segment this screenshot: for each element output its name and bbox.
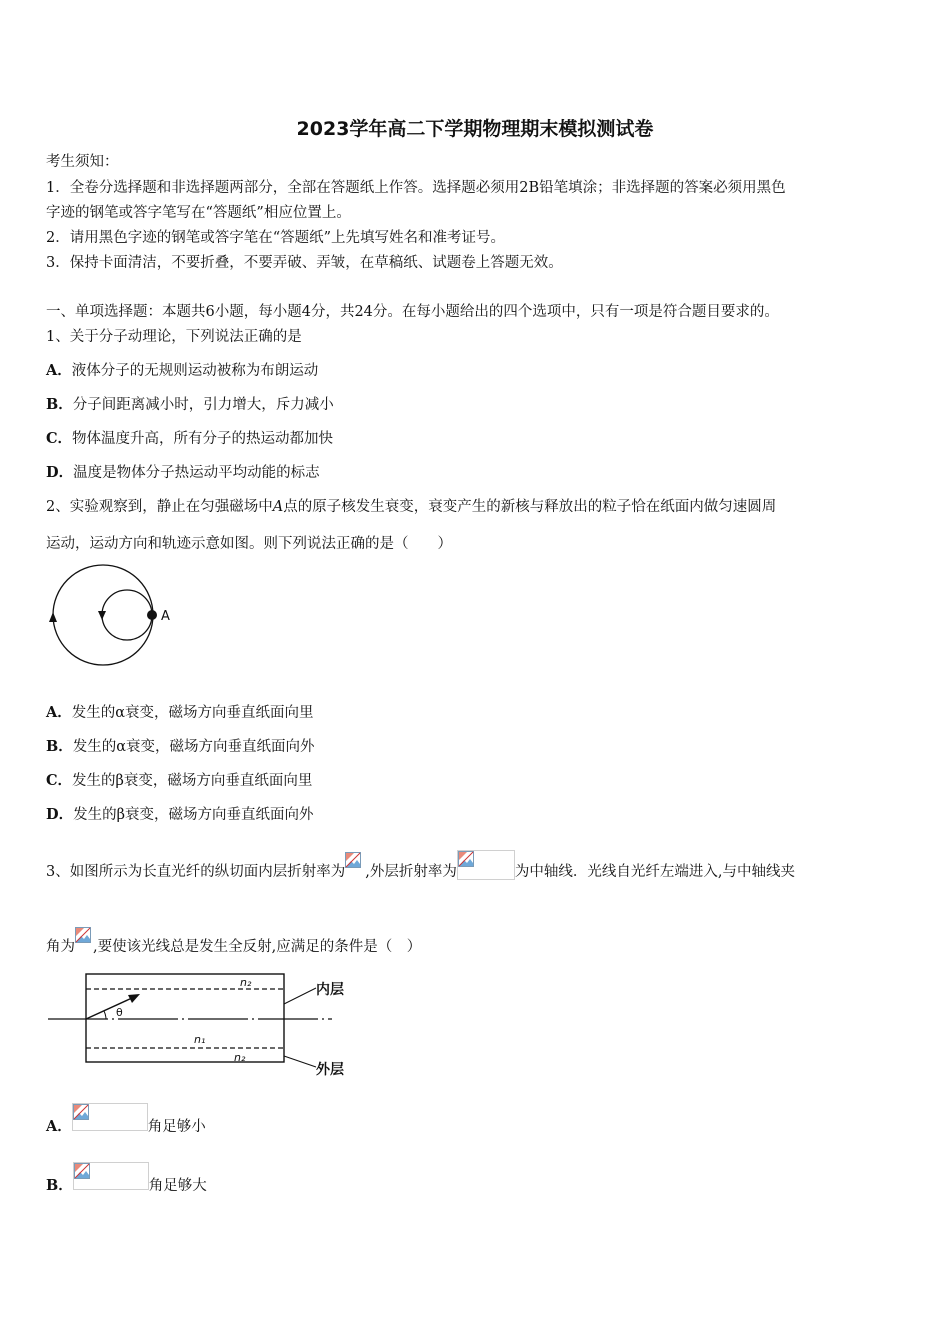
broken-image-icon [75,927,93,953]
light-ray [86,998,132,1019]
notice-item-2: 2．请用黑色字迹的钢笔或答字笔在“答题纸”上先填写姓名和准考证号。 [46,230,506,246]
inner-layer-label: 内层 [316,982,344,998]
option-label: B． [46,396,73,413]
q1-option-d [46,463,320,483]
broken-image-icon [457,850,515,880]
q1-stem: 1、关于分子动理论，下列说法正确的是 [46,329,302,345]
outer-label-leader [284,1056,316,1067]
q2-stem-text: 点的原子核发生衰变，衰变产生的新核与释放出的粒子恰在纸面内做匀速圆周 [283,499,777,515]
q1-option-b [46,395,334,415]
option-label: A． [46,704,72,721]
inner-label-leader [284,988,316,1004]
notice-item-1-line-2: 字迹的钢笔或答字笔写在“答题纸”相应位置上。 [46,205,351,221]
q2-stem-line-2: 运动，运动方向和轨迹示意如图。则下列说法正确的是（ ） [46,536,452,552]
broken-image-icon [72,1103,148,1131]
q3-stem-text: 角为 [46,939,75,955]
option-text: 角足够小 [147,1119,206,1135]
n2-bottom-label: n₂ [234,1051,246,1064]
q2-stem-text: 2、实验观察到，静止在匀强磁场中 [46,499,273,515]
n1-label: n₁ [194,1033,206,1046]
broken-image-icon [345,852,365,880]
point-a-figure-label: A [161,609,170,624]
option-label: D． [46,806,74,823]
outer-layer-label: 外层 [316,1062,344,1078]
q1-option-a [46,361,318,381]
notice-heading: 考生须知： [46,154,119,170]
section-heading: 一、单项选择题：本题共6小题，每小题4分，共24分。在每小题给出的四个选项中，只有一项是符合题目要求的。 [46,304,779,320]
q2-option-d [46,805,313,825]
q3-stem-line-1 [46,850,795,882]
q2-option-a [46,703,314,723]
q3-stem-text: 3、如图所示为长直光纤的纵切面内层折射率为 [46,864,346,880]
point-a-label: A [272,499,284,515]
small-orbit-arrow [98,611,106,620]
q3-stem-text: ,外层折射率为 [365,864,457,880]
page-title: 2023学年高二下学期物理期末模拟测试卷 [296,118,654,140]
option-label: B． [46,738,73,755]
option-text: 分子间距离减小时，引力增大，斥力减小 [72,397,334,413]
q3-stem-text: 为中轴线．光线自光纤左端进入,与中轴线夹 [514,864,795,880]
n2-top-label: n₂ [240,976,252,989]
option-text: 液体分子的无规则运动被称为布朗运动 [71,363,319,379]
option-text: 发生的α衰变，磁场方向垂直纸面向外 [72,739,315,755]
point-a-dot [147,610,157,620]
option-text: 温度是物体分子热运动平均动能的标志 [73,465,320,481]
notice-item-1-line-1: 1．全卷分选择题和非选择题两部分，全部在答题纸上作答。选择题必须用2B铅笔填涂；非选择题的答案必须用黑色 [46,180,786,196]
option-text: 发生的α衰变，磁场方向垂直纸面向里 [71,705,314,721]
option-label: B． [46,1177,73,1194]
q2-option-c [46,771,312,791]
q3-stem-text: ,要使该光线总是发生全反射,应满足的条件是（ ） [93,939,422,955]
option-text: 发生的β衰变，磁场方向垂直纸面向外 [73,807,314,823]
theta-arc [104,1011,106,1019]
option-text: 角足够大 [148,1178,207,1194]
q3-stem-line-2 [46,927,421,957]
option-label: A． [46,1118,72,1135]
broken-image-icon [73,1162,149,1190]
large-orbit-arrow [49,612,57,622]
q3-option-b [46,1162,207,1200]
option-label: A． [46,362,72,379]
option-label: C． [46,430,73,447]
option-text: 发生的β衰变，磁场方向垂直纸面向里 [72,773,313,789]
q3-optical-fiber-figure [44,968,364,1083]
q2-trajectory-figure [40,560,180,672]
notice-item-3: 3．保持卡面清洁，不要折叠，不要弄破、弄皱，在草稿纸、试题卷上答题无效。 [46,255,563,271]
small-orbit [102,590,152,640]
theta-label: θ [116,1006,123,1019]
q2-option-b [46,737,315,757]
option-text: 物体温度升高，所有分子的热运动都加快 [72,431,334,447]
option-label: C． [46,772,73,789]
q2-stem-line-1 [46,497,776,517]
q3-option-a [46,1103,206,1141]
option-label: D． [46,464,74,481]
q1-option-c [46,429,333,449]
light-ray-arrowhead [128,994,140,1003]
